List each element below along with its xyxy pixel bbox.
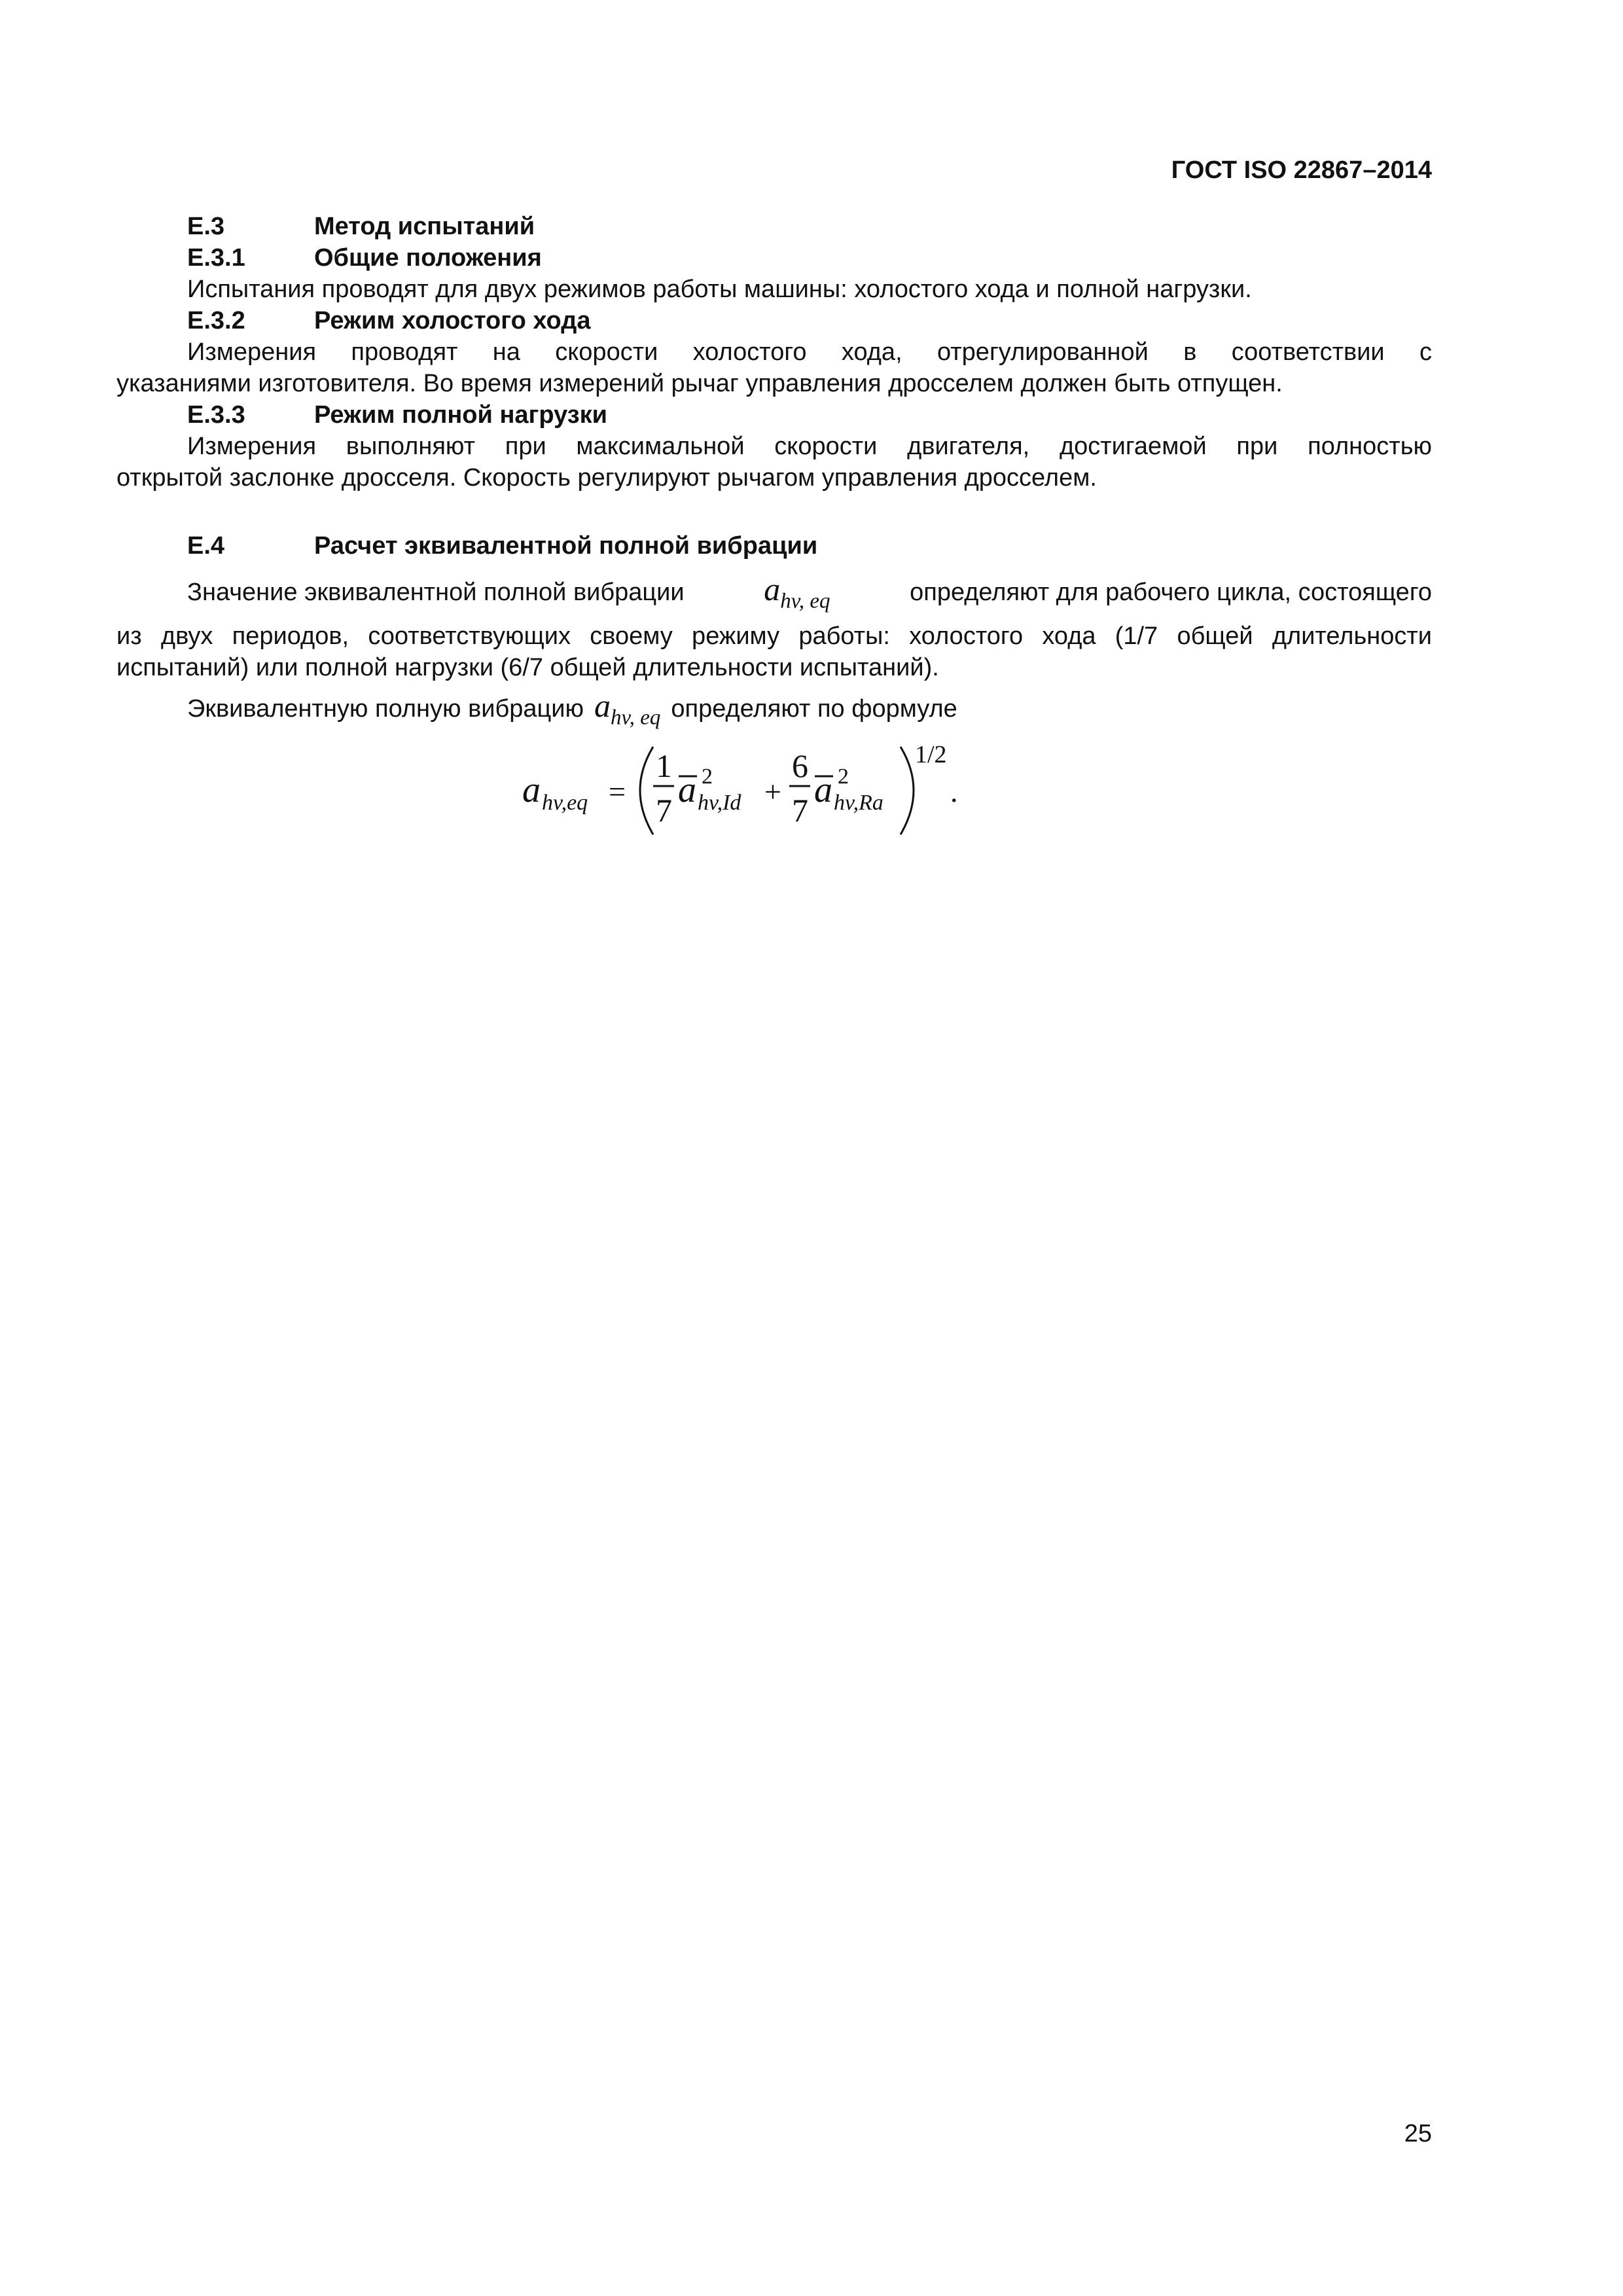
section-number: E.3.3 xyxy=(187,401,245,429)
section-e4-p2 xyxy=(187,687,1432,734)
section-title: Режим холостого хода xyxy=(314,307,591,334)
section-e32-line1: Измерения проводят на скорости холостого хода, отрегулированной в соответствии с xyxy=(187,338,1432,366)
section-e4-heading xyxy=(187,530,817,562)
left-paren-icon xyxy=(640,747,653,834)
section-title: Общие положения xyxy=(314,244,542,272)
fraction1-numerator: 1 xyxy=(656,747,672,784)
term2-base: a xyxy=(814,770,832,810)
term1-exponent: 2 xyxy=(702,764,713,789)
fraction1-denominator: 7 xyxy=(656,792,672,829)
fraction2-numerator: 6 xyxy=(792,747,808,784)
section-e32-line2: указаниями изготовителя. Во время измерений рычаг управления дросселем должен быть отпущен. xyxy=(116,370,1283,397)
outer-exponent: 1/2 xyxy=(915,741,947,768)
formula-lhs-subscript: hv,eq xyxy=(542,791,588,815)
paragraph-text: определяют по формуле xyxy=(671,695,957,723)
formula-end-dot: . xyxy=(950,775,958,808)
section-e32-heading xyxy=(187,305,591,336)
section-e31-text xyxy=(116,274,1432,305)
section-title: Метод испытаний xyxy=(314,213,535,240)
section-e4-p1-line2: из двух периодов, соответствующих своему режиму работы: холостого хода (1/7 общей длительности xyxy=(116,622,1432,650)
term1-base: a xyxy=(678,770,696,810)
formula-equals: = xyxy=(609,775,626,808)
paragraph-text: Испытания проводят для двух режимов работы машины: холостого хода и полной нагрузки. xyxy=(187,276,1252,303)
right-paren-icon xyxy=(901,747,914,834)
section-title: Расчет эквивалентной полной вибрации xyxy=(314,532,818,560)
section-number: E.4 xyxy=(187,532,225,560)
symbol-a-hv-eq: $a_{hv, eq}$ xyxy=(764,571,830,613)
section-e31-heading xyxy=(187,242,542,274)
section-e33-line1: Измерения выполняют при максимальной скорости двигателя, достигаемой при полностью xyxy=(187,433,1432,460)
page-number: 25 xyxy=(1404,2120,1432,2147)
document-code: ГОСТ ISO 22867–2014 xyxy=(1171,156,1432,184)
paragraph-text: Эквивалентную полную вибрацию xyxy=(187,695,584,723)
symbol-a-hv-eq: $a_{hv, eq}$ xyxy=(594,687,661,730)
formula-plus: + xyxy=(764,775,781,808)
section-number: E.3 xyxy=(187,213,225,240)
section-e4-p1-line3: испытаний) или полной нагрузки (6/7 общей длительности испытаний). xyxy=(116,654,939,681)
section-e33-line2: открытой заслонке дросселя. Скорость регулируют рычагом управления дросселем. xyxy=(116,464,1097,492)
term2-subscript: hv,Ra xyxy=(834,791,883,815)
section-e4-p1-line1 xyxy=(187,573,1432,617)
paragraph-text: определяют для рабочего цикла, состоящего xyxy=(910,579,1432,606)
term1-subscript: hv,Id xyxy=(698,791,741,815)
formula-lhs-base: a xyxy=(522,770,541,810)
section-e33-heading xyxy=(187,399,607,431)
formula-equivalent-vibration xyxy=(517,736,988,844)
section-title: Режим полной нагрузки xyxy=(314,401,607,429)
section-number: E.3.2 xyxy=(187,307,245,334)
term2-exponent: 2 xyxy=(838,764,849,789)
section-e3-heading xyxy=(187,211,535,242)
paragraph-text: Значение эквивалентной полной вибрации xyxy=(187,579,685,606)
section-number: E.3.1 xyxy=(187,244,245,272)
fraction2-denominator: 7 xyxy=(792,792,808,829)
